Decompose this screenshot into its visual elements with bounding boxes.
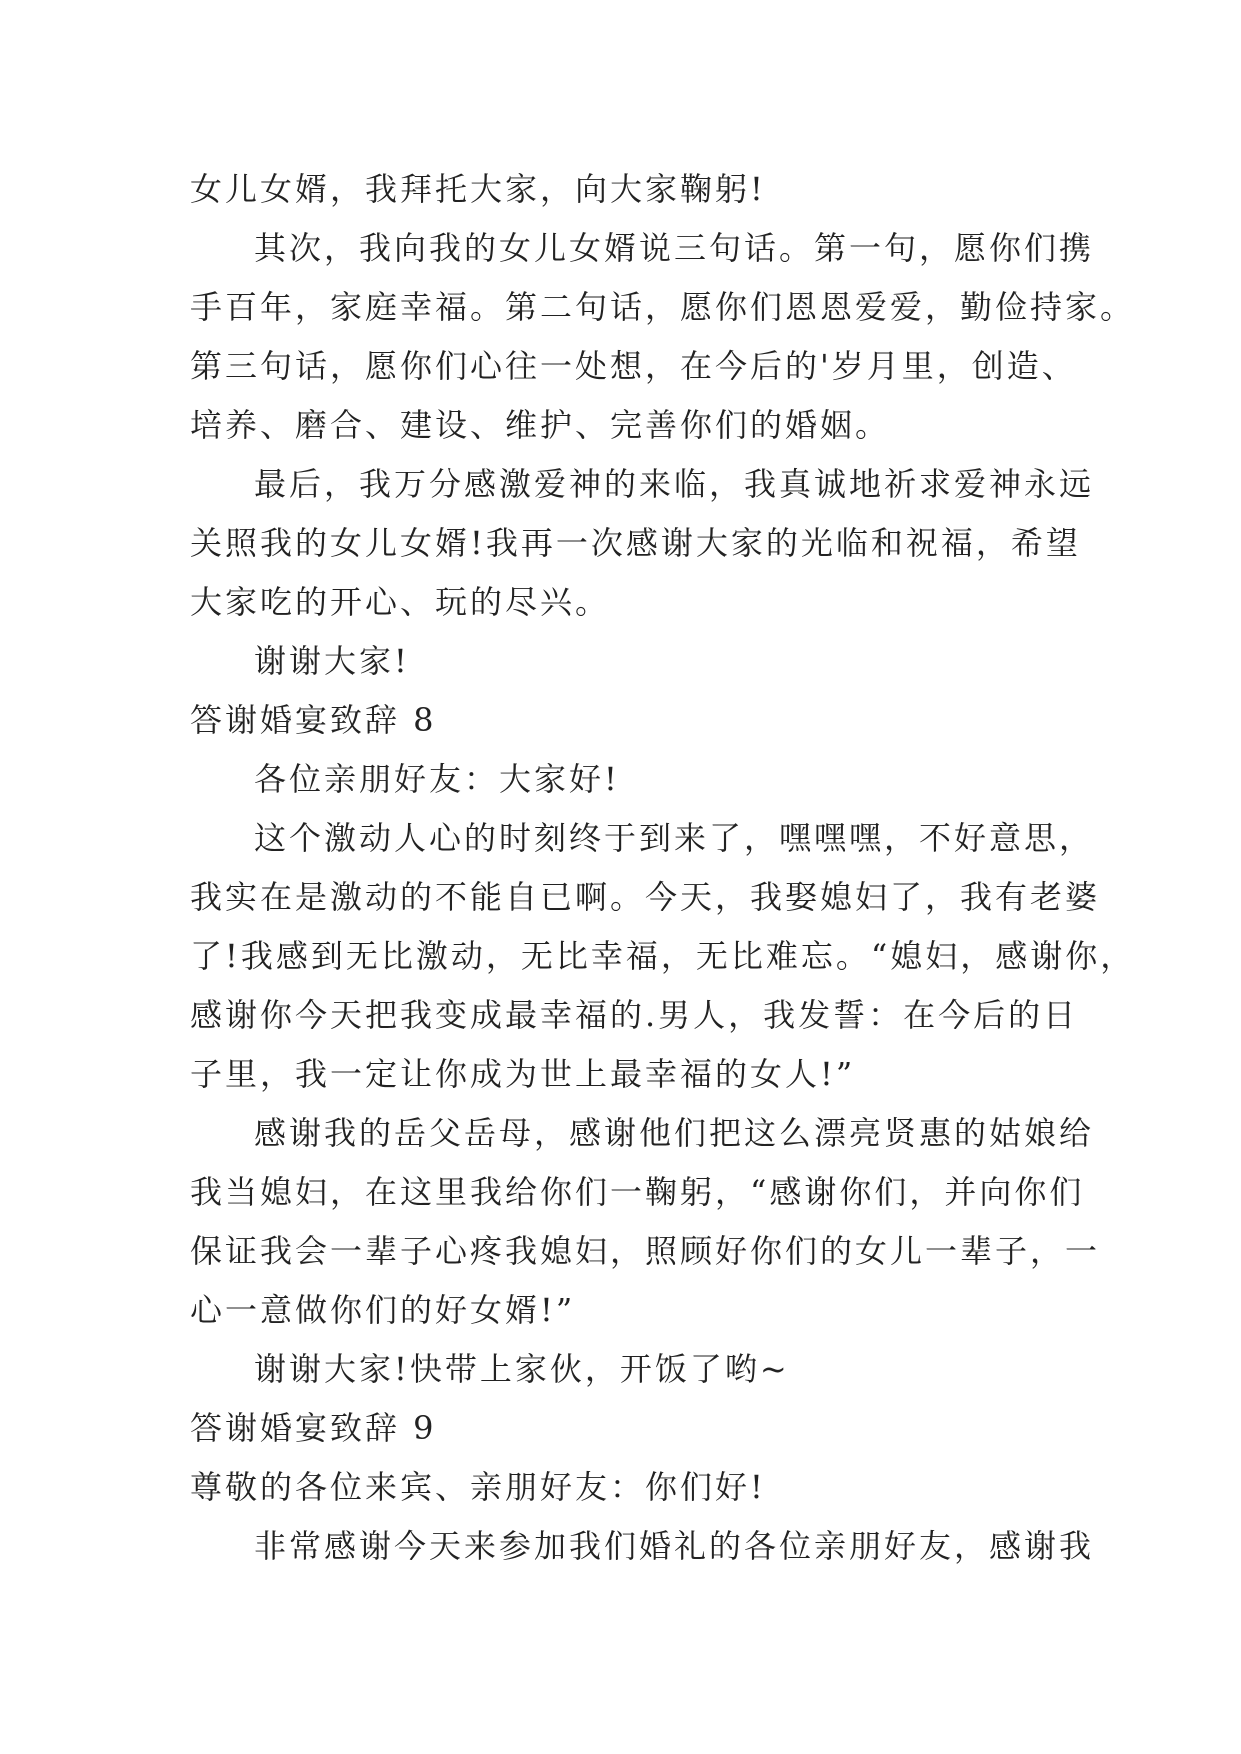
paragraph-start-line: 这个激动人心的时刻终于到来了，嘿嘿嘿，不好意思，: [254, 819, 1095, 857]
paragraph-start-line: 谢谢大家!: [254, 642, 410, 680]
text-line: 了!我感到无比激动，无比幸福，无比难忘。“媳妇，感谢你，: [190, 937, 1136, 975]
paragraph-start-line: 感谢我的岳父岳母，感谢他们把这么漂亮贤惠的姑娘给: [254, 1114, 1095, 1152]
section-heading: 答谢婚宴致辞 8: [190, 701, 437, 739]
salutation-line: 各位亲朋好友：大家好!: [254, 760, 620, 798]
text-line: 第三句话，愿你们心往一处想，在今后的'岁月里，创造、: [190, 347, 1077, 385]
section-heading: 答谢婚宴致辞 9: [190, 1409, 437, 1447]
text-line: 保证我会一辈子心疼我媳妇，照顾好你们的女儿一辈子，一: [190, 1232, 1101, 1270]
text-line: 关照我的女儿女婿!我再一次感谢大家的光临和祝福，希望: [190, 524, 1081, 562]
document-body: [190, 160, 1136, 1576]
text-line: 手百年，家庭幸福。第二句话，愿你们恩恩爱爱，勤俭持家。: [190, 288, 1136, 326]
paragraph-start-line: 非常感谢今天来参加我们婚礼的各位亲朋好友，感谢我: [254, 1527, 1095, 1565]
text-line: 女儿女婿，我拜托大家，向大家鞠躬!: [190, 170, 766, 208]
text-line: 子里，我一定让你成为世上最幸福的女人!”: [190, 1055, 856, 1093]
text-line: 感谢你今天把我变成最幸福的.男人，我发誓：在今后的日: [190, 996, 1079, 1034]
text-line: 我当媳妇，在这里我给你们一鞠躬，“感谢你们，并向你们: [190, 1173, 1085, 1211]
paragraph-start-line: 谢谢大家!快带上家伙，开饭了哟~: [254, 1350, 790, 1388]
paragraph-start-line: 其次，我向我的女儿女婿说三句话。第一句，愿你们携: [254, 229, 1095, 267]
text-line: 培养、磨合、建设、维护、完善你们的婚姻。: [190, 406, 891, 444]
text-line: 大家吃的开心、玩的尽兴。: [190, 583, 611, 621]
text-line: 心一意做你们的好女婿!”: [190, 1291, 576, 1329]
paragraph-start-line: 最后，我万分感激爱神的来临，我真诚地祈求爱神永远: [254, 465, 1095, 503]
text-line: 我实在是激动的不能自已啊。今天，我娶媳妇了，我有老婆: [190, 878, 1101, 916]
salutation-line: 尊敬的各位来宾、亲朋好友：你们好!: [190, 1468, 766, 1506]
